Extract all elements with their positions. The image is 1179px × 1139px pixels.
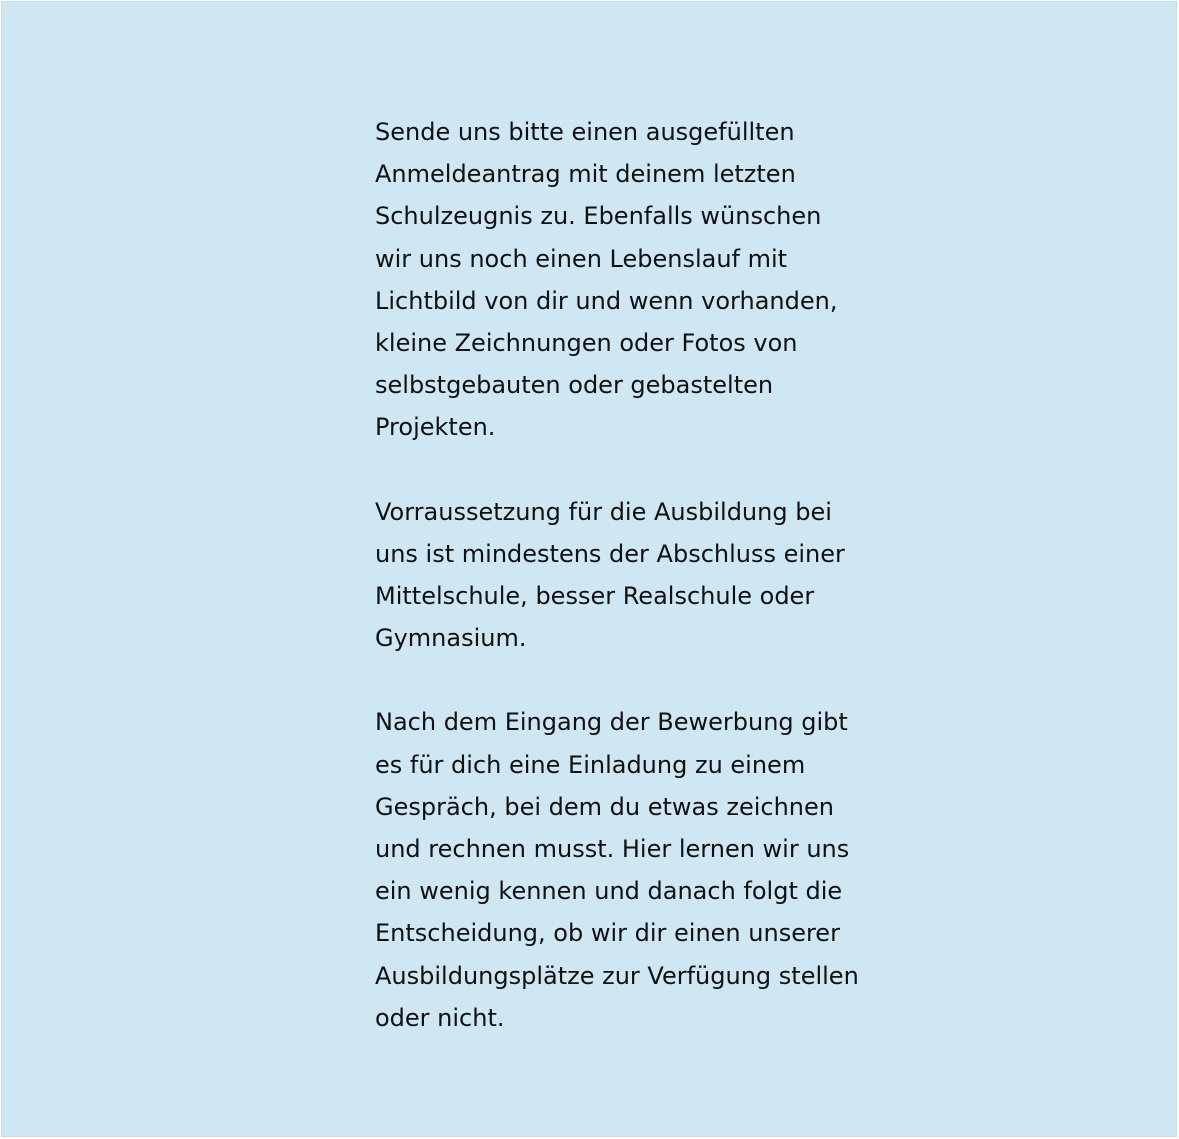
info-panel — [1, 1, 1177, 1137]
paragraph-spacer — [375, 449, 895, 491]
paragraph-requirements: Vorraussetzung für die Ausbildung bei uns ist mindestens der Abschluss einer Mittelschule, besser Realschule oder Gymnasium. — [375, 497, 845, 653]
paragraph-application-documents: Sende uns bitte einen ausgefüllten Anmeldeantrag mit deinem letzten Schulzeugnis zu. Ebenfalls wünschen wir uns noch einen Lebenslauf mit Lichtbild von dir und wenn vorhanden, kleine Zeichnungen oder Fotos von selbstgebauten oder gebastelten Projekten. — [375, 118, 838, 442]
paragraph-spacer — [375, 659, 895, 701]
application-info-text — [375, 111, 895, 1039]
paragraph-interview-process: Nach dem Eingang der Bewerbung gibt es für dich eine Einladung zu einem Gespräch, bei dem du etwas zeichnen und rechnen musst. Hier lernen wir uns ein wenig kennen und danach folgt die Entscheidung, ob wir dir einen unserer Ausbildungsplätze zur Verfügung stellen oder nicht. — [375, 708, 859, 1032]
